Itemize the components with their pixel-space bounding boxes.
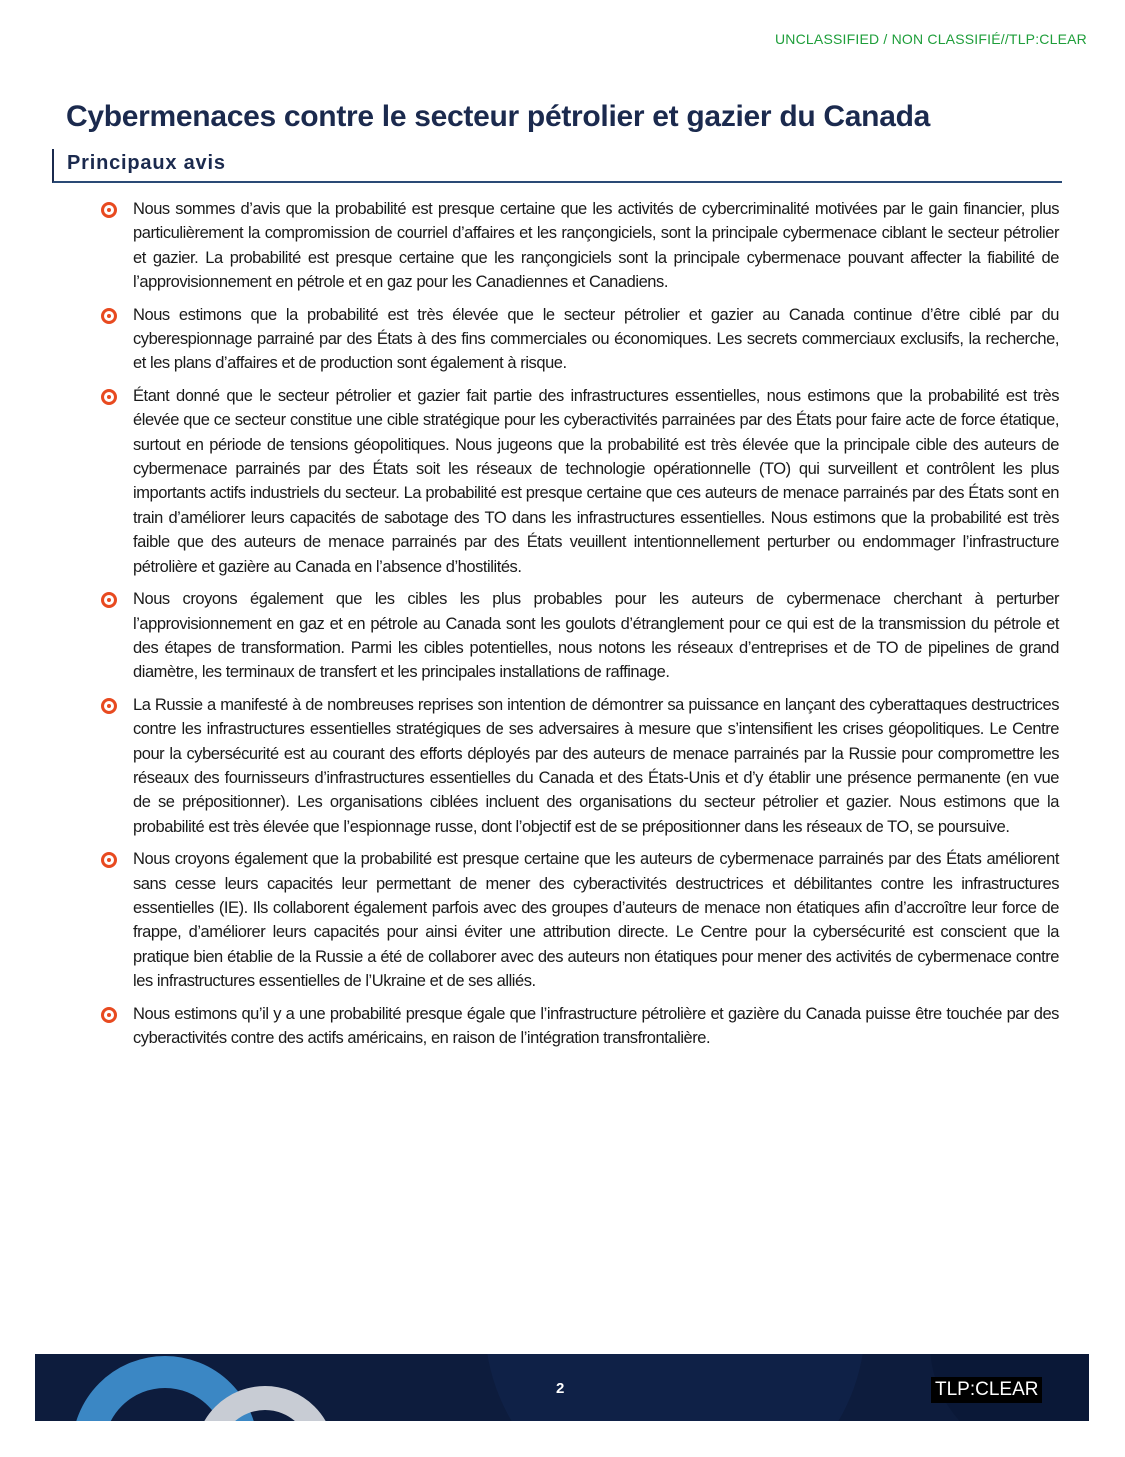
footer-shape-dark <box>485 1354 865 1421</box>
page-number: 2 <box>556 1380 565 1397</box>
bullet-ring-icon <box>101 308 117 324</box>
section-header <box>52 149 1062 183</box>
bullet-ring-icon <box>101 202 117 218</box>
list-item <box>0 384 1125 579</box>
bullet-ring-icon <box>101 852 117 868</box>
bullet-ring-icon <box>101 389 117 405</box>
list-item <box>0 693 1125 839</box>
footer-arc-grey <box>207 1398 323 1421</box>
bullet-ring-icon <box>101 698 117 714</box>
list-item <box>0 847 1125 993</box>
list-item-text: Nous estimons qu’il y a une probabilité presque égale que l’infrastructure pétrolière et gazière du Canada puisse être touchée par des cyberactivités contre des actifs américains, en raison de l’intégration transfrontalière. <box>133 1004 1059 1047</box>
list-item-text: Nous sommes d’avis que la probabilité est presque certaine que les activités de cybercriminalité motivées par le gain financier, plus particulièrement la compromission de courriel d’affaires et les rançongiciels, sont la principale cybermenace ciblant le secteur pétrolier et gazier. La probabilité est presque certaine que les rançongiciels sont la principale cybermenace pouvant affecter la fiabilité de l’approvisionnement en pétrole et en gaz pour les Canadiennes et Canadiens. <box>133 200 1059 292</box>
document-title: Cybermenaces contre le secteur pétrolier et gazier du Canada <box>66 100 930 133</box>
list-item <box>0 197 1125 295</box>
page-footer <box>35 1354 1089 1421</box>
list-item-text: Nous estimons que la probabilité est très élevée que le secteur pétrolier et gazier au Canada continue d’être ciblé par du cyberespionnage parrainé par des États à des fins commerciales ou économiques. Les secrets commerciaux exclusifs, la recherche, et les plans d’affaires et de production sont également à risque. <box>133 305 1059 373</box>
list-item <box>0 1002 1125 1051</box>
list-item <box>0 587 1125 685</box>
list-item-text: Nous croyons également que les cibles les plus probables pour les auteurs de cybermenace cherchant à perturber l’approvisionnement en gaz et en pétrole au Canada sont les goulots d’étranglement pour ce qui est de la transmission du pétrole et des étapes de transformation. Parmi les cibles potentielles, nous notons les réseaux d’entreprises et de TO de pipelines de grand diamètre, les terminaux de transfert et les principales installations de raffinage. <box>133 590 1059 682</box>
list-item-text: La Russie a manifesté à de nombreuses reprises son intention de démontrer sa puissance en lançant des cyberattaques destructrices contre les infrastructures essentielles stratégiques de ses adversaires à mesure que s’intensifient les crises géopolitiques. Le Centre pour la cybersécurité est au courant des efforts déployés par des auteurs de menace parrainés par la Russie pour compromettre les réseaux des fournisseurs d’infrastructures essentielles du Canada et des États-Unis et d’y établir une présence permanente (en vue de se prépositionner). Les organisations ciblées incluent des organisations du secteur pétrolier et gazier. Nous estimons que la probabilité est très élevée que l’espionnage russe, dont l’objectif est de se prépositionner dans les réseaux de TO, se poursuive. <box>133 695 1059 836</box>
list-item-text: Nous croyons également que la probabilité est presque certaine que les auteurs de cybermenace parrainés par des États améliorent sans cesse leurs capacités leur permettant de mener des cyberactivités destructrices et débilitantes contre les infrastructures essentielles (IE). Ils collaborent également parfois avec des groupes d’auteurs de menace non étatiques afin d’accroître leur force de frappe, d’améliorer leurs capacités pour ainsi éviter une attribution directe. Le Centre pour la cybersécurité est conscient que la pratique bien établie de la Russie a été de collaborer avec des auteurs non étatiques pour mener des activités de cybermenace contre les infrastructures essentielles de l’Ukraine et de ses alliés. <box>133 850 1059 991</box>
key-judgements-list <box>0 197 1125 1058</box>
list-item-text: Étant donné que le secteur pétrolier et gazier fait partie des infrastructures essentielles, nous estimons que la probabilité est très élevée que ce secteur constitue une cible stratégique pour les cyberactivités parrainées par des États pour faire acte de force étatique, surtout en période de tensions géopolitiques. Nous jugeons que la probabilité est très élevée que la principale cible des auteurs de cybermenace parrainés par des États soit les réseaux de technologie opérationnelle (TO) qui surveillent et contrôlent les plus importants actifs industriels du secteur. La probabilité est presque certaine que ces auteurs de menace parrainés par des États sont en train d’améliorer leurs capacités de sabotage des TO dans les infrastructures essentielles. Nous estimons que la probabilité est très faible que des auteurs de menace parrainés par des États veuillent intentionnellement perturber ou endommager l’infrastructure pétrolière et gazière au Canada en l’absence d’hostilités. <box>133 386 1059 576</box>
list-item <box>0 303 1125 376</box>
section-title: Principaux avis <box>67 152 226 174</box>
classification-marking: UNCLASSIFIED / NON CLASSIFIÉ//TLP:CLEAR <box>775 31 1087 47</box>
tlp-badge: TLP:CLEAR <box>931 1377 1042 1403</box>
bullet-ring-icon <box>101 592 117 608</box>
bullet-ring-icon <box>101 1007 117 1023</box>
